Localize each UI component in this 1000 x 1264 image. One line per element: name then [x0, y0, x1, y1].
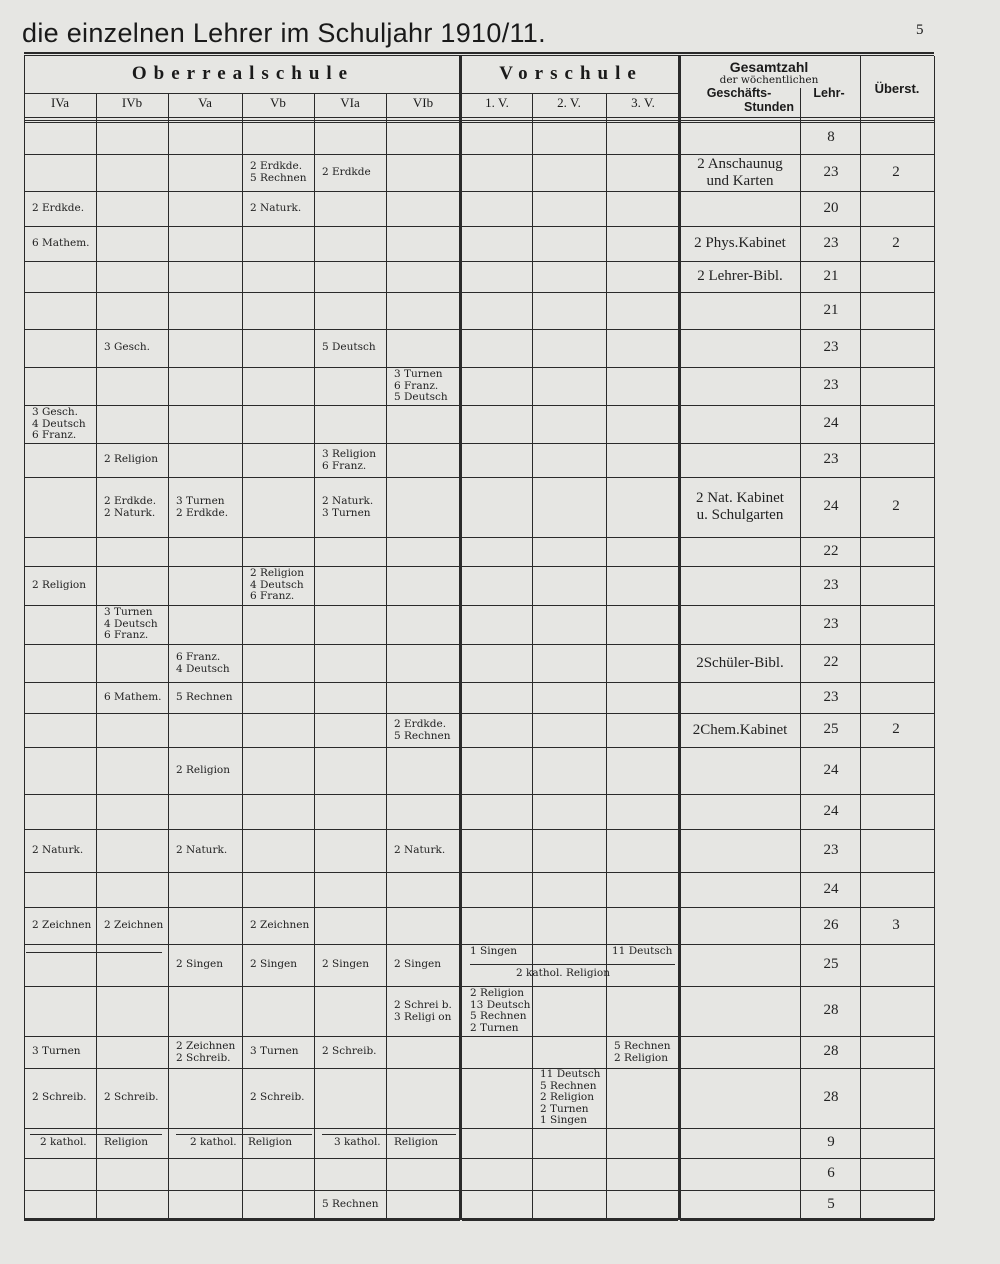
- row-rule: [680, 747, 934, 748]
- table-cell: 2 Religion 13 Deutsch 5 Rechnen 2 Turnen: [470, 987, 531, 1034]
- lehr-stunden-cell: 9: [827, 1134, 835, 1150]
- lehr-stunden-cell: 23: [823, 616, 839, 632]
- row-rule: [680, 405, 934, 406]
- lehr-stunden-cell: 22: [823, 654, 839, 670]
- table-cell: 11 Deutsch 5 Rechnen 2 Religion 2 Turnen 1 Singen: [540, 1068, 601, 1126]
- row-rule: [680, 477, 934, 478]
- page-number: 5: [916, 22, 924, 38]
- row-rule: [462, 329, 678, 330]
- geschafts-cell: 2Schüler-Bibl.: [696, 655, 784, 671]
- table-cell: 2 kathol.: [190, 1136, 237, 1148]
- lehr-stunden-cell: 28: [823, 1089, 839, 1105]
- col-ivb: IVb: [121, 95, 143, 110]
- row-rule: [24, 537, 460, 538]
- table-cell: 2 Singen: [250, 958, 298, 970]
- row-rule: [24, 405, 460, 406]
- row-rule: [24, 605, 460, 606]
- row-rule: [24, 566, 460, 567]
- col-vib: VIb: [412, 95, 434, 110]
- geschafts-cell: 2 Phys.Kabinet: [694, 235, 786, 251]
- table-cell: 2 Erdkde: [322, 166, 371, 178]
- row-rule: [24, 794, 460, 795]
- row-rule: [24, 986, 460, 987]
- row-rule: [24, 829, 460, 830]
- row-rule: [680, 226, 934, 227]
- row-rule: [462, 261, 678, 262]
- table-cell: 2 Schreib.: [32, 1091, 87, 1103]
- lehr-stunden-cell: 24: [823, 803, 839, 819]
- table-cell: 2 Singen: [176, 958, 224, 970]
- row-rule: [680, 537, 934, 538]
- uberst-cell: 3: [892, 917, 900, 933]
- lehr-stunden-cell: 23: [823, 577, 839, 593]
- brace-line: [30, 1134, 162, 1135]
- row-rule: [462, 1190, 678, 1191]
- row-rule: [462, 1036, 678, 1037]
- lehr-stunden-cell: 21: [823, 302, 839, 318]
- row-rule: [462, 537, 678, 538]
- brace-line: [26, 952, 162, 953]
- table-cell: 3 Turnen 4 Deutsch 6 Franz.: [104, 606, 158, 641]
- row-rule: [24, 1068, 460, 1069]
- row-rule: [462, 1220, 678, 1221]
- table-cell: 2 Religion: [176, 764, 231, 776]
- row-rule: [462, 154, 678, 155]
- row-rule: [462, 405, 678, 406]
- col-1v: 1. V.: [485, 95, 509, 110]
- geschafts-label: Geschäfts-: [706, 86, 772, 100]
- table-cell: 2 Singen: [394, 958, 442, 970]
- table-cell: 11 Deutsch: [612, 945, 673, 957]
- table-cell: 2 Erdkde. 5 Rechnen: [394, 718, 451, 742]
- column-rule: [459, 56, 462, 1220]
- row-rule: [462, 1158, 678, 1159]
- row-rule: [680, 367, 934, 368]
- row-rule: [24, 329, 460, 330]
- lehr-stunden-cell: 23: [823, 339, 839, 355]
- lehr-stunden-cell: 25: [823, 956, 839, 972]
- row-rule: [462, 191, 678, 192]
- column-rule: [532, 93, 533, 1220]
- table-cell: 5 Rechnen 2 Religion: [614, 1040, 671, 1064]
- table-cell: 1 Singen: [470, 945, 518, 957]
- table-cell: Religion: [394, 1136, 438, 1148]
- row-rule: [462, 829, 678, 830]
- row-rule: [680, 794, 934, 795]
- lehr-stunden-cell: 24: [823, 881, 839, 897]
- column-rule: [24, 56, 25, 1220]
- uberst-cell: 2: [892, 164, 900, 180]
- column-rule: [606, 93, 607, 1220]
- table-cell: 2 Religion: [104, 453, 159, 465]
- lehr-stunden-cell: 23: [823, 842, 839, 858]
- col-vb: Vb: [270, 95, 286, 110]
- column-rule: [96, 93, 97, 1220]
- row-rule: [680, 1128, 934, 1129]
- table-cell: Religion: [248, 1136, 292, 1148]
- lehr-stunden-cell: 6: [827, 1165, 835, 1181]
- table-cell: 2 Zeichnen: [32, 919, 92, 931]
- table-cell: 2 Erdkde. 2 Naturk.: [104, 495, 157, 519]
- column-rule: [386, 93, 387, 1220]
- row-rule: [462, 713, 678, 714]
- row-rule: [462, 644, 678, 645]
- row-rule: [680, 1158, 934, 1159]
- uberst-label: Überst.: [874, 81, 920, 96]
- row-rule: [462, 122, 678, 123]
- row-rule: [24, 1190, 460, 1191]
- table-cell: 3 Gesch. 4 Deutsch 6 Franz.: [32, 406, 86, 441]
- row-rule: [680, 122, 934, 123]
- header-bottom-rule-2: [24, 120, 934, 121]
- lehr-stunden-cell: 20: [823, 200, 839, 216]
- geschafts-cell: 2Chem.Kabinet: [692, 722, 788, 738]
- row-rule: [24, 443, 460, 444]
- table-cell: 2 Schreib.: [250, 1091, 305, 1103]
- column-rule: [860, 56, 861, 1220]
- row-rule: [462, 794, 678, 795]
- col-3v: 3. V.: [631, 95, 655, 110]
- lehr-stunden-cell: 23: [823, 451, 839, 467]
- row-rule: [680, 605, 934, 606]
- lehr-stunden-cell: 23: [823, 377, 839, 393]
- row-rule: [680, 907, 934, 908]
- row-rule: [24, 292, 460, 293]
- gesamtzahl-title: Gesamtzahl: [729, 59, 809, 75]
- uberst-cell: 2: [892, 235, 900, 251]
- uberst-cell: 2: [892, 721, 900, 737]
- lehr-stunden-cell: 5: [827, 1196, 835, 1212]
- column-rule: [678, 56, 681, 1220]
- table-cell: 5 Rechnen: [176, 691, 233, 703]
- row-rule: [24, 1220, 460, 1221]
- row-rule: [680, 644, 934, 645]
- lehr-stunden-cell: 24: [823, 762, 839, 778]
- table-cell: 5 Rechnen: [322, 1198, 379, 1210]
- table-cell: 2 Naturk. 3 Turnen: [322, 495, 374, 519]
- table-cell: 2 Naturk.: [32, 844, 84, 856]
- col-iva: IVa: [50, 95, 70, 110]
- uberst-cell: 2: [892, 498, 900, 514]
- row-rule: [24, 122, 460, 123]
- row-rule: [462, 566, 678, 567]
- row-rule: [24, 872, 460, 873]
- table-cell: 3 Turnen 2 Erdkde.: [176, 495, 229, 519]
- lehr-label: Lehr-: [813, 86, 845, 100]
- column-rule: [934, 56, 935, 1220]
- row-rule: [24, 226, 460, 227]
- table-cell: 6 Mathem.: [104, 691, 162, 703]
- row-rule: [680, 713, 934, 714]
- table-cell: 5 Deutsch: [322, 341, 376, 353]
- gesamtzahl-sub: der wöchentlichen: [719, 74, 819, 86]
- row-rule: [24, 682, 460, 683]
- row-rule: [24, 1128, 460, 1129]
- row-rule: [24, 154, 460, 155]
- row-rule: [24, 747, 460, 748]
- table-cell: 2 Naturk.: [176, 844, 228, 856]
- lehr-stunden-cell: 23: [823, 164, 839, 180]
- lehr-stunden-cell: 22: [823, 543, 839, 559]
- row-rule: [24, 944, 460, 945]
- table-cell: 2 Erdkde. 5 Rechnen: [250, 160, 307, 184]
- geschafts-cell: 2 Anschaunug und Karten: [697, 156, 783, 189]
- table-cell: 2 Schreib.: [104, 1091, 159, 1103]
- row-rule: [24, 644, 460, 645]
- row-rule: [680, 1190, 934, 1191]
- row-rule: [24, 1158, 460, 1159]
- col-va: Va: [198, 95, 212, 110]
- table-cell: 6 Franz. 4 Deutsch: [176, 651, 230, 675]
- table-cell: 3 Turnen: [250, 1045, 299, 1057]
- row-rule: [462, 367, 678, 368]
- row-rule: [462, 292, 678, 293]
- row-rule: [24, 713, 460, 714]
- row-rule: [24, 191, 460, 192]
- row-rule: [462, 682, 678, 683]
- row-rule: [680, 829, 934, 830]
- table-cell: 3 Turnen 6 Franz. 5 Deutsch: [394, 368, 448, 403]
- row-rule: [680, 1068, 934, 1069]
- lehr-stunden-cell: 23: [823, 235, 839, 251]
- row-rule: [24, 477, 460, 478]
- column-rule: [242, 93, 243, 1220]
- brace-line: [176, 1134, 312, 1135]
- lehr-stunden-cell: 21: [823, 268, 839, 284]
- row-rule: [462, 747, 678, 748]
- row-rule: [24, 1036, 460, 1037]
- row-rule: [680, 154, 934, 155]
- table-cell: 2 Zeichnen: [250, 919, 310, 931]
- geschafts-cell: 2 Lehrer-Bibl.: [697, 268, 783, 284]
- table-cell: 6 Mathem.: [32, 237, 90, 249]
- table-cell: 3 Religion 6 Franz.: [322, 448, 377, 472]
- header-bottom-rule: [24, 117, 934, 118]
- table-cell: 3 kathol.: [334, 1136, 381, 1148]
- row-rule: [680, 443, 934, 444]
- table-cell: 3 Turnen: [32, 1045, 81, 1057]
- table-cell: 3 Gesch.: [104, 341, 150, 353]
- row-rule: [680, 1036, 934, 1037]
- table-cell: 2 Naturk.: [394, 844, 446, 856]
- geschafts-cell: 2 Nat. Kabinet u. Schulgarten: [696, 490, 784, 523]
- table-cell: 2 Singen: [322, 958, 370, 970]
- lehr-stunden-cell: 24: [823, 498, 839, 514]
- row-rule: [680, 986, 934, 987]
- brace-line: [470, 964, 675, 965]
- row-rule: [462, 907, 678, 908]
- table-cell: 2 Erdkde.: [32, 202, 85, 214]
- group-oberrealschule: Oberrealschule: [131, 63, 355, 84]
- row-rule: [462, 872, 678, 873]
- table-cell: 2 Schrei b. 3 Religi on: [394, 999, 452, 1023]
- table-cell: 2 Zeichnen 2 Schreib.: [176, 1040, 236, 1064]
- table-cell: Religion: [104, 1136, 148, 1148]
- subheader-rule: [24, 93, 680, 94]
- lehr-stunden-cell: 26: [823, 917, 839, 933]
- row-rule: [462, 605, 678, 606]
- row-rule: [462, 443, 678, 444]
- row-rule: [462, 477, 678, 478]
- table-cell: 2 Religion 4 Deutsch 6 Franz.: [250, 567, 305, 602]
- row-rule: [680, 872, 934, 873]
- column-rule: [314, 93, 315, 1220]
- table-cell: 2 Naturk.: [250, 202, 302, 214]
- table-cell: 2 Religion: [32, 579, 87, 591]
- row-rule: [680, 944, 934, 945]
- group-vorschule: Vorschule: [499, 63, 643, 84]
- row-rule: [680, 329, 934, 330]
- lehr-stunden-cell: 28: [823, 1043, 839, 1059]
- row-rule: [462, 226, 678, 227]
- row-rule: [680, 566, 934, 567]
- lehr-stunden-cell: 24: [823, 415, 839, 431]
- row-rule: [680, 261, 934, 262]
- stunden-label: Stunden: [744, 100, 794, 114]
- table-cell: 2 Schreib.: [322, 1045, 377, 1057]
- row-rule: [680, 191, 934, 192]
- lehr-stunden-cell: 23: [823, 689, 839, 705]
- lehr-stunden-cell: 8: [827, 129, 835, 145]
- lehr-stunden-cell: 25: [823, 721, 839, 737]
- row-rule: [24, 261, 460, 262]
- row-rule: [462, 1128, 678, 1129]
- table-cell: 2 kathol. Religion: [516, 967, 610, 979]
- column-rule: [800, 88, 801, 1220]
- top-rule: [24, 52, 934, 54]
- table-cell: 2 kathol.: [40, 1136, 87, 1148]
- page-title: die einzelnen Lehrer im Schuljahr 1910/11.: [22, 18, 546, 48]
- lehr-stunden-cell: 28: [823, 1002, 839, 1018]
- col-via: VIa: [340, 95, 360, 110]
- column-rule: [168, 93, 169, 1220]
- row-rule: [680, 1220, 934, 1221]
- row-rule: [680, 682, 934, 683]
- row-rule: [24, 907, 460, 908]
- table-cell: 2 Zeichnen: [104, 919, 164, 931]
- col-2v: 2. V.: [557, 95, 581, 110]
- top-rule-thin: [24, 55, 934, 56]
- brace-line: [322, 1134, 456, 1135]
- row-rule: [680, 292, 934, 293]
